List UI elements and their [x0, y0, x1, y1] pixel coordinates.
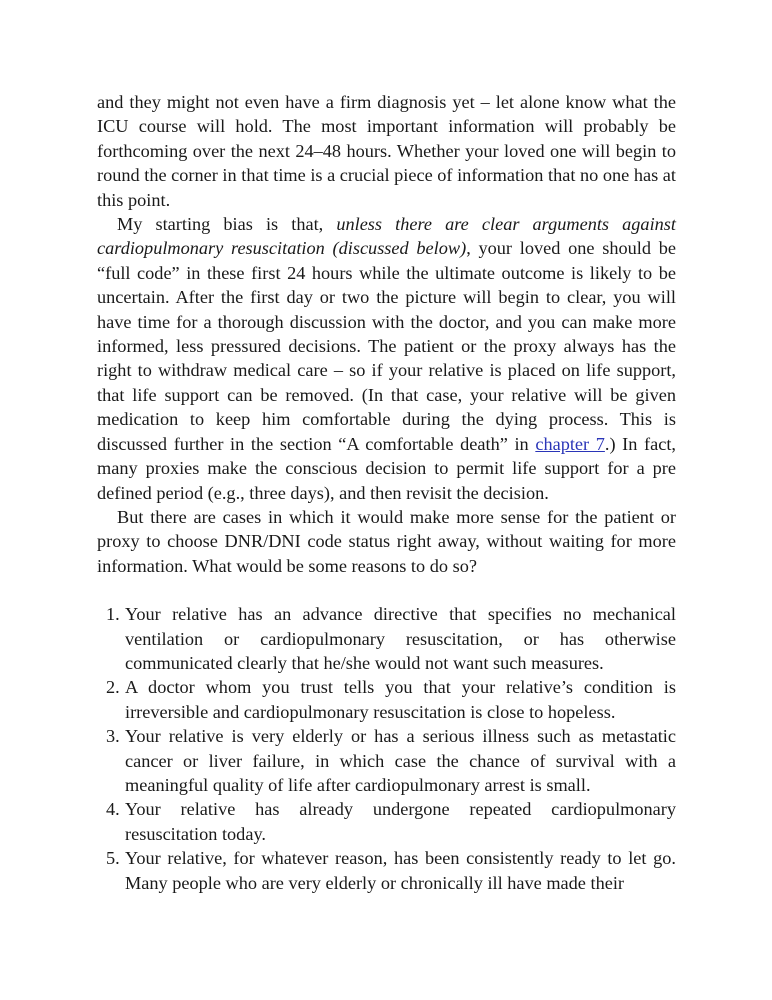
list-item: [97, 675, 676, 724]
paragraph-lead: My starting bias is that,: [117, 214, 337, 235]
list-item-number: 5.: [106, 848, 120, 869]
list-item: [97, 846, 676, 895]
list-item: [97, 602, 676, 675]
list-item: [97, 724, 676, 797]
page-body: [97, 90, 676, 895]
list-item-text: Your relative, for whatever reason, has been consistently ready to let go. Many people who are very elderly or chronically ill have made their: [125, 848, 676, 893]
paragraph-continuation: and they might not even have a firm diagnosis yet – let alone know what the ICU course will hold. The most important information will probably be forthcoming over the next 24–48 hours. Whether your loved one will begin to round the corner in that time is a crucial piece of information that no one has at this point.: [97, 92, 676, 210]
list-item-number: 2.: [106, 677, 120, 698]
chapter-7-link[interactable]: chapter 7: [535, 433, 605, 454]
list-item-number: 3.: [106, 726, 120, 747]
list-item-text: A doctor whom you trust tells you that your relative’s condition is irreversible and cardiopulmonary resuscitation is close to hopeless.: [125, 677, 676, 722]
list-item-text: Your relative has an advance directive that specifies no mechanical ventilation or cardiopulmonary resuscitation, or has otherwise communicated clearly that he/she would not want such measures.: [125, 604, 676, 673]
list-item: [97, 797, 676, 846]
reasons-list: [97, 602, 676, 895]
paragraph-tail: .) In fact, many proxies make the conscious decision to permit life support for a pre defined period (e.g., three days), and then revisit the decision.: [97, 433, 676, 503]
list-item-text: Your relative has already undergone repeated cardiopulmonary resuscitation today.: [125, 799, 676, 844]
paragraph-emphasis: unless there are clear arguments against cardiopulmonary resuscitation (discussed below): [97, 214, 676, 259]
list-item-number: 1.: [106, 604, 120, 625]
paragraph-body: , your loved one should be “full code” in these first 24 hours while the ultimate outcome is likely to be uncertain. After the first day or two the picture will begin to clear, you will have time for a thorough discussion with the doctor, and you can make more informed, less pressured decisions. The patient or the proxy always has the right to withdraw medical care – so if your relative is placed on life support, that life support can be removed. (In that case, your relative will be given medication to keep him comfortable during the dying process. This is discussed further in the section “A comfortable death” in: [97, 238, 676, 454]
list-item-text: Your relative is very elderly or has a serious illness such as metastatic cancer or liver failure, in which case the chance of survival with a meaningful quality of life after cardiopulmonary arrest is small.: [125, 726, 676, 795]
paragraph-starting-bias: [97, 212, 676, 505]
list-item-number: 4.: [106, 799, 120, 820]
paragraph-dnr-cases: But there are cases in which it would make more sense for the patient or proxy to choose DNR/DNI code status right away, without waiting for more information. What would be some reasons to do so?: [97, 506, 676, 576]
